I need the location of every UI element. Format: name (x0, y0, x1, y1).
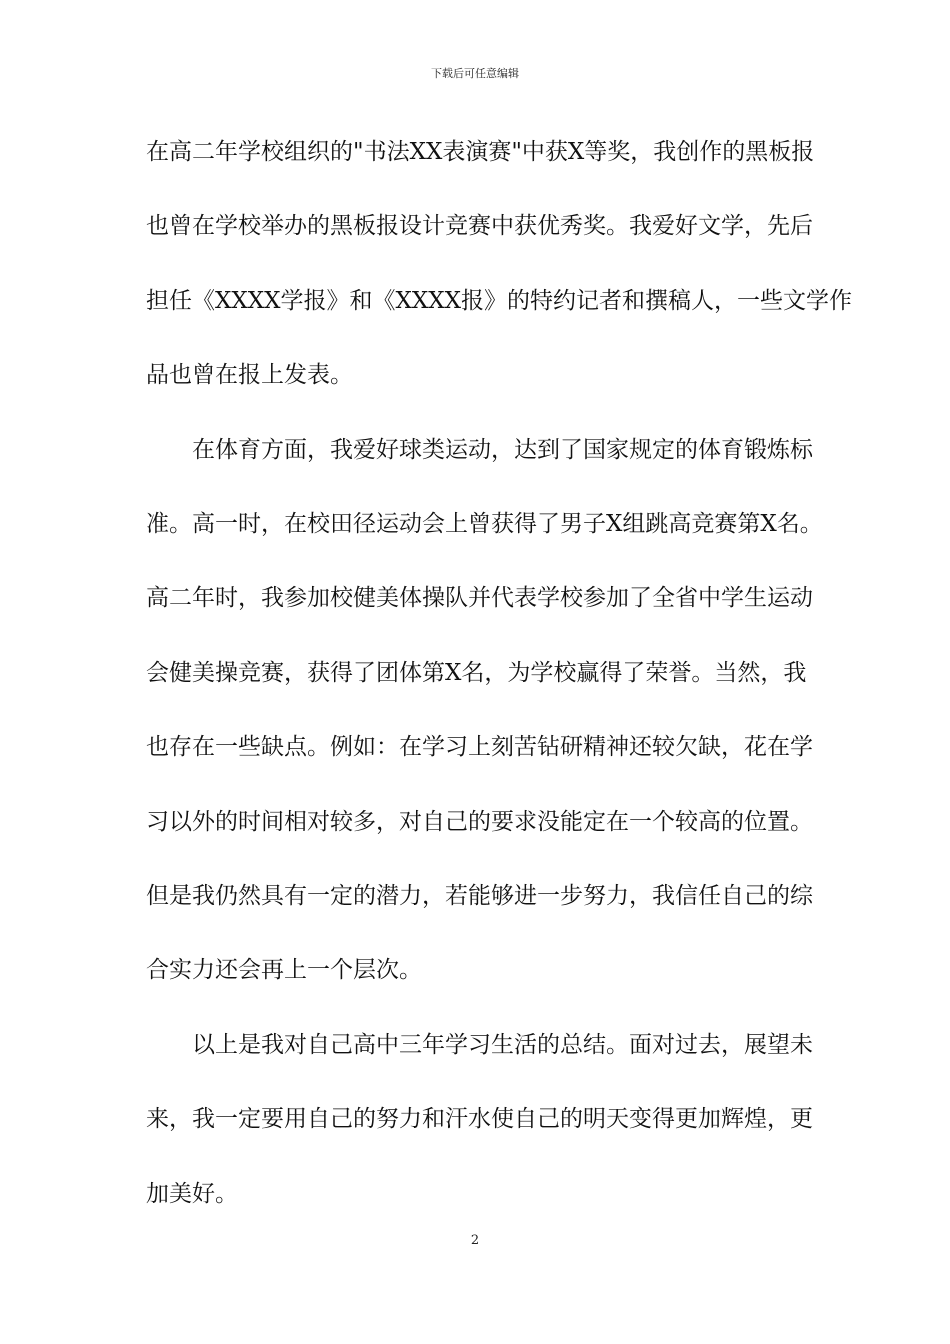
body-text-line: 高二年时，我参加校健美体操队并代表学校参加了全省中学生运动 (146, 585, 813, 611)
body-text-line: 但是我仍然具有一定的潜力，若能够进一步努力，我信任自己的综 (146, 883, 813, 909)
body-text-line: 合实力还会再上一个层次。 (146, 957, 422, 983)
body-text-line: 会健美操竞赛，获得了团体第X名，为学校赢得了荣誉。当然，我 (146, 660, 807, 686)
body-text-line: 以上是我对自己高中三年学习生活的总结。面对过去，展望未 (146, 1032, 813, 1058)
body-text-line: 在体育方面，我爱好球类运动，达到了国家规定的体育锻炼标 (146, 437, 813, 463)
body-text-line: 也曾在学校举办的黑板报设计竞赛中获优秀奖。我爱好文学，先后 (146, 213, 813, 239)
body-text-line: 习以外的时间相对较多，对自己的要求没能定在一个较高的位置。 (146, 809, 813, 835)
page-number: 2 (470, 1233, 480, 1248)
body-text-line: 也存在一些缺点。例如：在学习上刻苦钻研精神还较欠缺，花在学 (146, 734, 813, 760)
body-text-line: 来，我一定要用自己的努力和汗水使自己的明天变得更加辉煌，更 (146, 1106, 813, 1132)
body-text-line: 品也曾在报上发表。 (146, 362, 353, 388)
page-header: 下载后可任意编辑 (431, 67, 519, 80)
body-text-line: 在高二年学校组织的"书法XX表演赛"中获X等奖，我创作的黑板报 (146, 139, 815, 165)
body-text-line: 担任《XXXX学报》和《XXXX报》的特约记者和撰稿人，一些文学作 (146, 288, 852, 314)
body-text-line: 准。高一时，在校田径运动会上曾获得了男子X组跳高竞赛第X名。 (146, 511, 823, 537)
body-text-line: 加美好。 (146, 1181, 238, 1207)
